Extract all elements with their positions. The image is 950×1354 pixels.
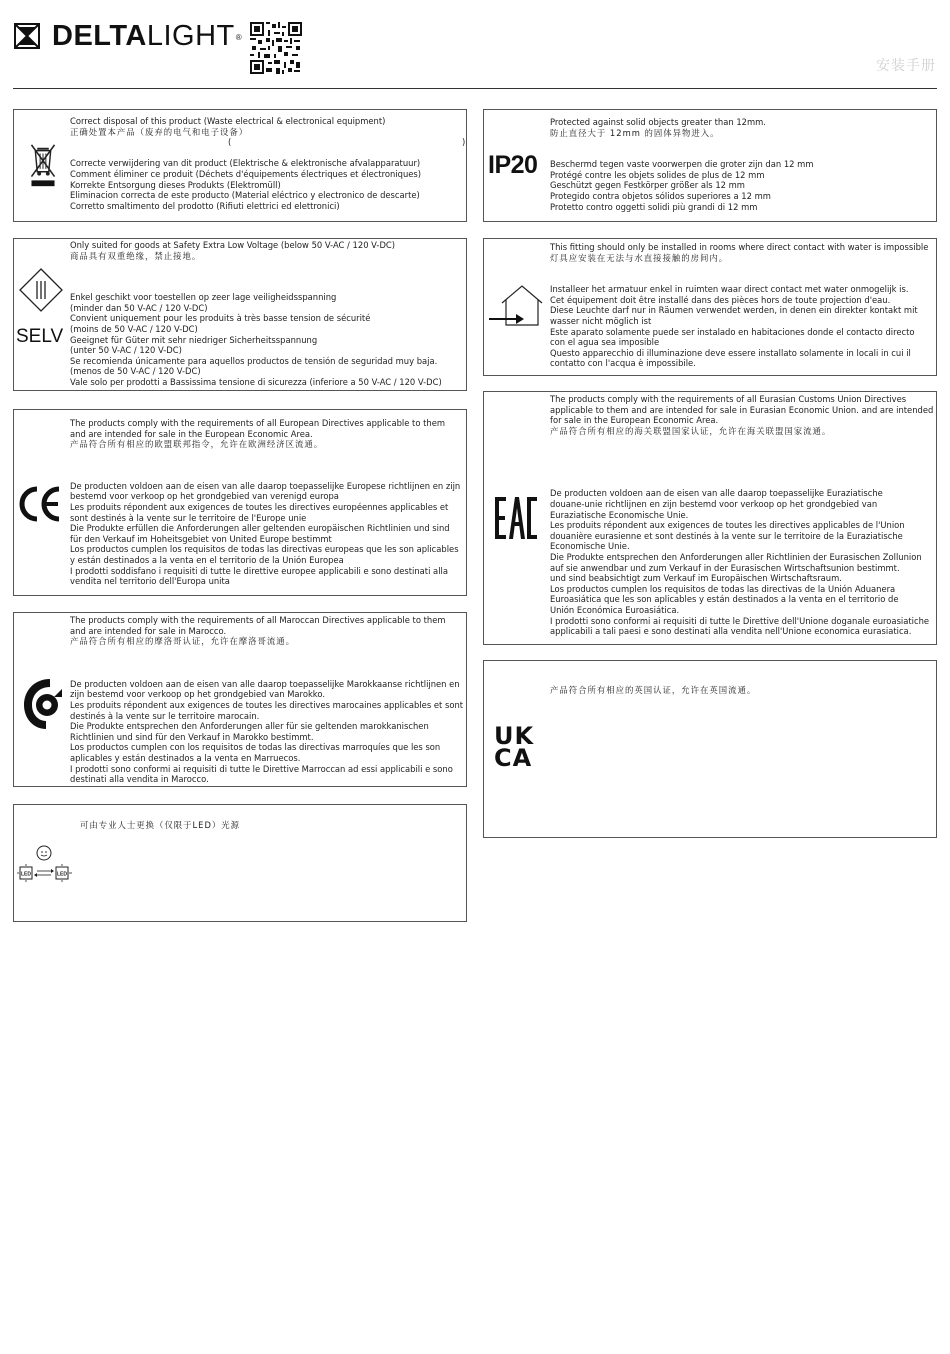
- qr-code-icon: [250, 22, 302, 74]
- ukca-mark-top: UK: [494, 722, 535, 750]
- selv-cn: 商品具有双重绝缘，禁止接地。: [70, 250, 202, 261]
- ce-it-2: vendita nel territorio dell'Europa unita: [70, 576, 230, 587]
- ip20-label: IP20: [488, 151, 538, 179]
- eac-fr-1: Les produits répondent aux exigences de toutes les directives applicables de l'Union: [550, 520, 905, 531]
- ce-text: [70, 418, 465, 587]
- morocco-en-2: and are intended for sale in Marocco.: [70, 625, 227, 636]
- eac-es-2: Euroasiática que les son aplicables y están destinados a la venta en el territorio de: [550, 594, 899, 605]
- selv-en: Only suited for goods at Safety Extra Low Voltage (below 50 V-AC / 120 V-DC): [70, 240, 396, 250]
- ce-section: [13, 409, 467, 596]
- weee-bracket-close: ): [462, 137, 466, 148]
- indoor-cn: 灯具应安装在无法与水直接接触的房间内。: [550, 252, 729, 263]
- ce-es-1: Los productos cumplen los requisitos de todas las directivas europeas que les son aplicables: [70, 544, 459, 555]
- brand-name: [52, 20, 242, 52]
- selv-es-1: Se recomienda únicamente para aquellos productos de tensión de seguridad muy baja.: [70, 355, 438, 366]
- ce-nl-2: bestemd voor verkoop op het grondgebied van verenigd europa: [70, 491, 339, 502]
- morocco-text: [70, 615, 465, 785]
- weee-en: Correct disposal of this product (Waste electrical & electronical equipment): [70, 116, 386, 126]
- selv-it: Vale solo per prodotti a Bassissima tensione di sicurezza (inferiore a 50 V-AC / 120 V-DC): [70, 376, 442, 387]
- eac-nl-1: De producten voldoen aan de eisen van alle daarop toepasselijke Euraziatische: [550, 488, 883, 499]
- weee-text: [70, 116, 466, 211]
- led-badge-right: LED: [57, 871, 67, 878]
- led-badge-left: LED: [21, 871, 31, 878]
- selv-de-2: (unter 50 V-AC / 120 V-DC): [70, 345, 182, 356]
- indoor-nl: Installeer het armatuur enkel in ruimten waar direct contact met water onmogelijk is.: [550, 284, 909, 295]
- ce-en-2: and are intended for sale in the European Economic Area.: [70, 428, 313, 439]
- eac-es-1: Los productos cumplen los requisitos de todas las directivas de la Unión Aduanera: [550, 583, 896, 594]
- ce-nl-1: De producten voldoen aan de eisen van alle daarop toepasselijke Europese richtlijnen en zijn: [70, 480, 461, 491]
- eac-section: [483, 391, 937, 645]
- indoor-fr: Cet équipement doit être installé dans des pièces hors de toute projection d'eau.: [550, 294, 891, 305]
- weee-nl: Correcte verwijdering van dit product (Elektrische & elektronische afvalapparatuur): [70, 158, 421, 169]
- indoor-it-1: Questo apparecchio di illuminazione deve essere installato solamente in locali in cui il: [550, 347, 911, 358]
- eac-cn: 产品符合所有相应的海关联盟国家认证，允许在海关联盟国家流通。: [550, 425, 832, 436]
- class-iii-diamond-icon: [18, 267, 64, 313]
- page-header: [0, 0, 950, 90]
- deltalight-mark-icon: [14, 23, 40, 49]
- led-replacement-cn: 可由专业人士更换（仅限于LED）光源: [80, 820, 241, 830]
- selv-label: SELV: [16, 326, 64, 347]
- brand-bold: DELTA: [52, 20, 147, 52]
- document-title: 安装手册: [876, 58, 936, 74]
- indoor-use-section: [483, 238, 937, 376]
- indoor-use-house-icon: [488, 283, 548, 329]
- indoor-it-2: contatto con l'acqua è impossibile.: [550, 358, 696, 369]
- ce-fr-1: Les produits répondent aux exigences de toutes les directives européennes applicables et: [70, 501, 449, 512]
- ip20-es: Protegido contra objetos sólidos superiores a 12 mm: [550, 190, 771, 201]
- eac-nl-2: douane-unie richtlijnen en zijn bestemd voor verkoop op het grondgebied van: [550, 498, 878, 509]
- ce-de-2: für den Verkauf im Hoheitsgebiet von United Europe bestimmt: [70, 533, 332, 544]
- weee-bracket-line: [70, 137, 466, 148]
- weee-section: [13, 109, 467, 222]
- morocco-fr-2: destinés à la vente sur le territoire marocain.: [70, 710, 260, 721]
- eac-nl-3: Euraziatische Economische Unie.: [550, 509, 689, 520]
- morocco-es-1: Los productos cumplen con los requisitos de todas las directivas marroquíes que les son: [70, 742, 441, 753]
- ukca-mark-bottom: CA: [494, 744, 533, 772]
- ip20-en: Protected against solid objects greater than 12mm.: [550, 117, 766, 127]
- eac-text: [550, 394, 935, 637]
- eac-it-2: applicabili a tali paesi e sono destinati alla vendita nell'Unione economica eurasiatica.: [550, 626, 912, 637]
- eac-es-3: Unión Económica Euroasiática.: [550, 604, 680, 615]
- selv-de-1: Geeignet für Güter mit sehr niedriger Sicherheitsspannung: [70, 334, 318, 345]
- eac-de-3: und sind beabsichtigt zum Verkauf im Europäischen Wirtschaftsraum.: [550, 573, 842, 584]
- indoor-text: [550, 242, 935, 369]
- crossed-bin-icon: [28, 142, 58, 190]
- selv-text: [70, 240, 465, 388]
- morocco-de-2: Richtlinien und sind für den Verkauf in Marokko bestimmt.: [70, 731, 314, 742]
- ce-fr-2: sont destinés à la vente sur le territoire de l'Europe unie: [70, 512, 307, 523]
- eac-fr-3: Economische Unie.: [550, 541, 630, 552]
- ukca-section: [483, 660, 937, 838]
- eac-de-2: auf sie anwendbar und zum Verkauf in der Eurasischen Wirtschaftsunion bestimmt.: [550, 562, 900, 573]
- selv-nl-2: (minder dan 50 V-AC / 120 V-DC): [70, 302, 208, 313]
- ip20-cn: 防止直径大于 12mm 的固体异物进入。: [550, 127, 720, 138]
- morocco-es-2: aplicables y están destinados a la venta en Marruecos.: [70, 752, 301, 763]
- ukca-mark: [494, 722, 540, 772]
- ce-en-1: The products comply with the requirements of all European Directives applicable to them: [70, 418, 446, 428]
- ip20-nl: Beschermd tegen vaste voorwerpen die groter zijn dan 12 mm: [550, 159, 814, 170]
- morocco-it-1: I prodotti sono conformi ai requisiti di tutte le Direttive Marroccan ad essi applicabili e sono: [70, 763, 453, 774]
- morocco-nl-2: zijn bestemd voor verkoop op het grondgebied van Marokko.: [70, 689, 325, 700]
- eac-fr-2: douanière eurasienne et sont destinés à la vente sur le territoire de la Euraziatische: [550, 530, 903, 541]
- ip20-de: Geschützt gegen Festkörper größer als 12 mm: [550, 180, 745, 191]
- weee-bracket-open: (: [228, 137, 232, 148]
- selv-fr-1: Convient uniquement pour les produits à très basse tension de sécurité: [70, 313, 371, 324]
- morocco-de-1: Die Produkte entsprechen den Anforderungen aller für sie geltenden marokkanischen: [70, 721, 429, 732]
- weee-es: Eliminacion correcta de este producto (Material eléctrico y electronico de descarte): [70, 190, 420, 201]
- brand-logo: [14, 20, 242, 52]
- morocco-fr-1: Les produits répondent aux exigences de toutes les directives marocaines applicables et sont: [70, 699, 464, 710]
- eac-en-1: The products comply with the requirements of all Eurasian Customs Union Directives: [550, 394, 907, 404]
- morocco-en-1: The products comply with the requirements of all Maroccan Directives applicable to them: [70, 615, 446, 625]
- eac-it-1: I prodotti sono conformi ai requisiti di tutte le Direttive dell'Unione doganale euroasiatiche: [550, 615, 930, 626]
- ce-de-1: Die Produkte erfüllen die Anforderungen aller geltenden europäischen Richtlinien und sind: [70, 523, 450, 534]
- eac-de-1: Die Produkte entsprechen den Anforderungen aller Richtlinien der Eurasischen Zollunion: [550, 551, 922, 562]
- ukca-cn: 产品符合所有相应的英国认证，允许在英国流通。: [550, 685, 757, 695]
- weee-fr: Comment éliminer ce produit (Déchets d'équipements électriques et électroniques): [70, 168, 422, 179]
- morocco-nl-1: De producten voldoen aan de eisen van alle daarop toepasselijke Marokkaanse richtlijnen en: [70, 678, 460, 689]
- ce-es-2: y están destinados a la venta en el territorio de la Unión Europea: [70, 554, 344, 565]
- eac-en-3: for sale in the European Economic Area.: [550, 415, 719, 426]
- led-replacement-section: [13, 804, 467, 922]
- ip20-text: [550, 117, 935, 212]
- ce-it-1: I prodotti soddisfano i requisiti di tutte le direttive europee applicabili e sono destinati alla: [70, 565, 448, 576]
- brand-light: LIGHT: [146, 20, 235, 52]
- morocco-it-2: destinati alla vendita in Marocco.: [70, 774, 209, 785]
- weee-de: Korrekte Entsorgung dieses Produkts (Elektromüll): [70, 179, 281, 190]
- selv-nl-1: Enkel geschikt voor toestellen op zeer lage veiligheidsspanning: [70, 292, 337, 303]
- selv-es-2: (menos de 50 V-AC / 120 V-DC): [70, 366, 201, 377]
- header-divider: [13, 88, 937, 89]
- replaceable-led-icon: [17, 845, 73, 885]
- ip20-section: [483, 109, 937, 222]
- morocco-cn: 产品符合所有相应的摩洛哥认证，允许在摩洛哥流通。: [70, 636, 295, 647]
- eac-mark-icon: [494, 496, 538, 540]
- selv-fr-2: (moins de 50 V-AC / 120 V-DC): [70, 323, 198, 334]
- indoor-en: This fitting should only be installed in rooms where direct contact with water is impossible: [550, 242, 929, 252]
- indoor-es-1: Este aparato solamente puede ser instalado en habitaciones donde el contacto directo: [550, 326, 915, 337]
- ce-mark-icon: [19, 486, 63, 522]
- indoor-de-2: wasser nicht möglich ist: [550, 315, 652, 326]
- selv-section: [13, 238, 467, 391]
- morocco-section: [13, 612, 467, 787]
- weee-cn: 正确处置本产品（废弃的电气和电子设备）: [70, 126, 249, 137]
- cmim-morocco-mark-icon: [20, 675, 64, 731]
- indoor-es-2: con el agua sea imposible: [550, 337, 660, 348]
- eac-en-2: applicable to them and are intended for sale in Eurasian Economic Union. and are intended: [550, 404, 934, 415]
- ip20-fr: Protégé contre les objets solides de plus de 12 mm: [550, 169, 765, 180]
- indoor-de-1: Diese Leuchte darf nur in Räumen verwendet werden, in denen ein direkter kontakt mit: [550, 305, 918, 316]
- brand-registered: ®: [235, 33, 243, 42]
- ce-cn: 产品符合所有相应的欧盟联邦指令，允许在欧洲经济区流通。: [70, 439, 324, 450]
- weee-it: Corretto smaltimento del prodotto (Rifiuti elettrici ed elettronici): [70, 200, 340, 211]
- ip20-it: Protetto contro oggetti solidi più grandi di 12 mm: [550, 201, 758, 212]
